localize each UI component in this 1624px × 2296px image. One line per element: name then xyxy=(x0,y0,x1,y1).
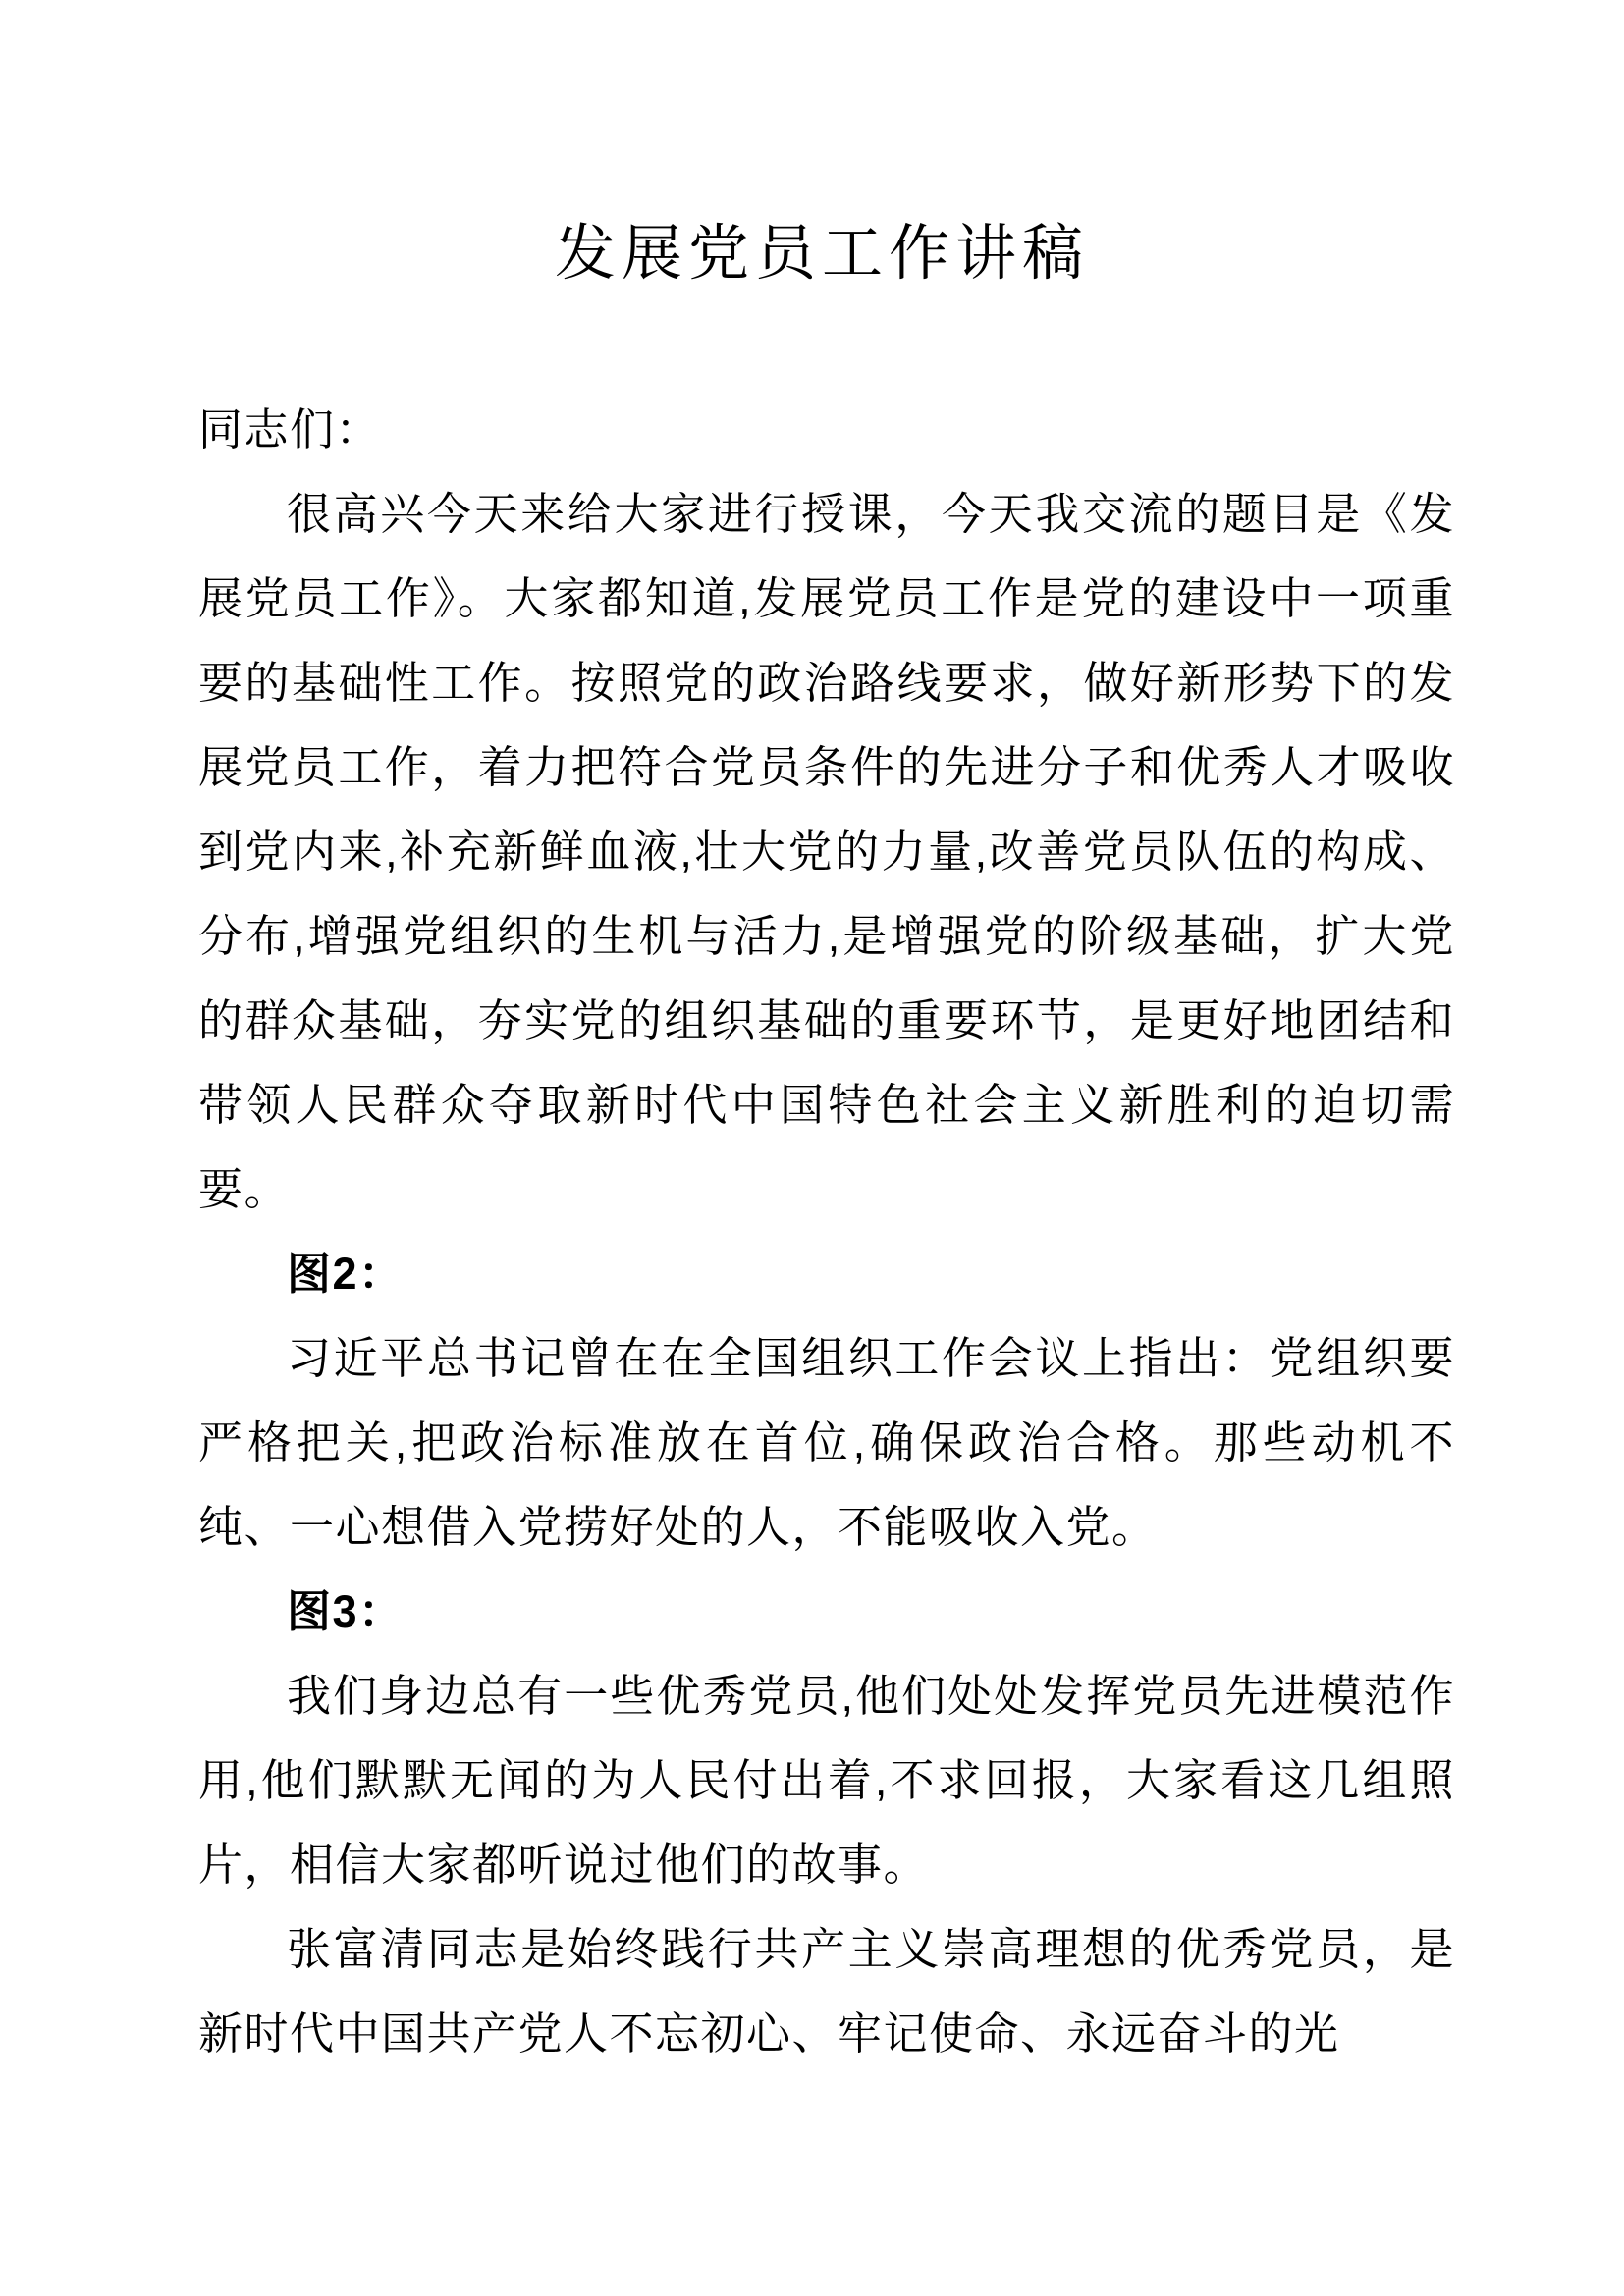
paragraph-intro: 很高兴今天来给大家进行授课，今天我交流的题目是《发展党员工作》。大家都知道,发展党员工作是党的建设中一项重要的基础性工作。按照党的政治路线要求，做好新形势下的发展党员工作，着力把符合党员条件的先进分子和优秀人才吸收到党内来,补充新鲜血液,壮大党的力量,改善党员队伍的构成、分布,增强党组织的生机与活力,是增强党的阶级基础，扩大党的群众基础，夯实党的组织基础的重要环节，是更好地团结和带领人民群众夺取新时代中国特色社会主义新胜利的迫切需要。 xyxy=(198,489,1455,1214)
figure-label-3: 图3： xyxy=(287,1586,405,1636)
document-body xyxy=(198,388,1455,2076)
salutation-line: 同志们： xyxy=(198,404,382,454)
document-title: 发展党员工作讲稿 xyxy=(554,220,1089,288)
paragraph-zhangfuqing: 张富清同志是始终践行共产主义崇高理想的优秀党员，是新时代中国共产党人不忘初心、牢记使命、永远奋斗的光 xyxy=(198,1924,1455,2058)
figure-label-2: 图2： xyxy=(287,1249,405,1299)
paragraph-examples: 我们身边总有一些优秀党员,他们处处发挥党员先进模范作用,他们默默无闻的为人民付出着,不求回报，大家看这几组照片，相信大家都听说过他们的故事。 xyxy=(198,1671,1455,1890)
paragraph-quote: 习近平总书记曾在在全国组织工作会议上指出：党组织要严格把关,把政治标准放在首位,确保政治合格。那些动机不纯、一心想借入党捞好处的人，不能吸收入党。 xyxy=(198,1333,1455,1552)
